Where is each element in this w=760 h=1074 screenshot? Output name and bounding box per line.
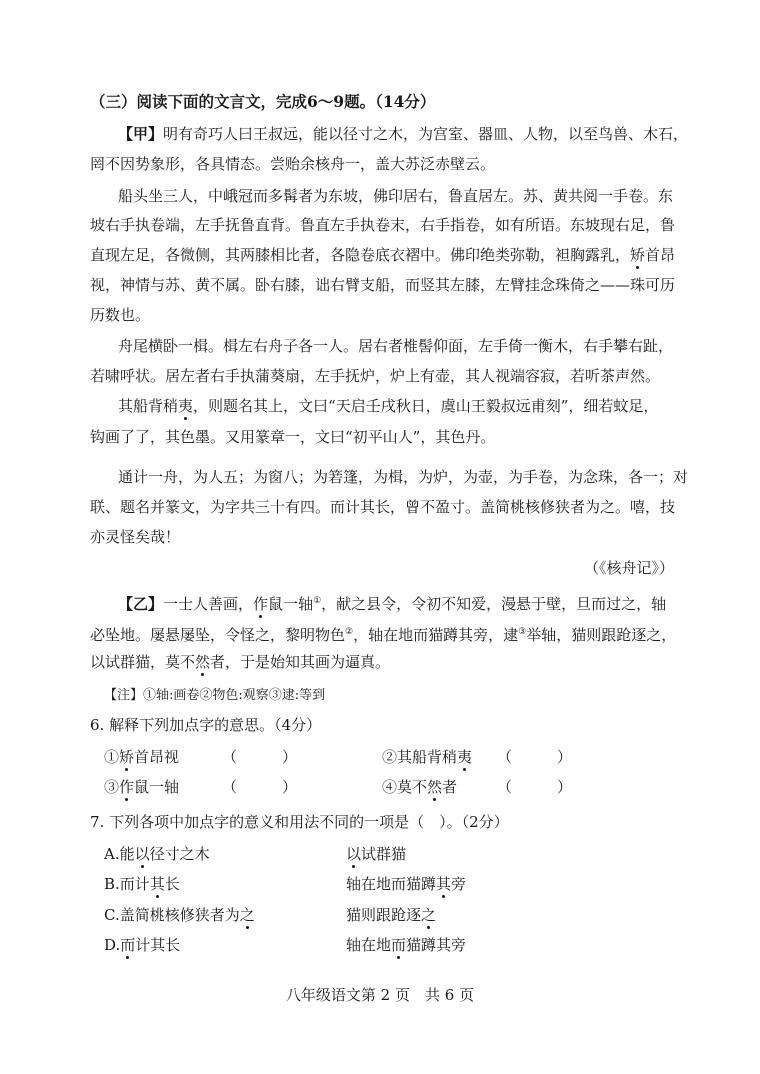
jia-p5-line1: 通计一舟，为人五；为窗八；为箬篷，为楫，为炉，为壶，为手卷，为念珠，各一；对 <box>118 468 689 486</box>
page-footer: 八年级语文第 2 页 共 6 页 <box>285 986 475 1004</box>
q6-answer-1[interactable]: （ ） <box>222 748 298 766</box>
q6-answer-2[interactable]: （ ） <box>497 748 573 766</box>
q6-stem: 6. 解释下列加点字的意思。（4分） <box>90 716 322 734</box>
jia-p2-line1: 船头坐三人，中峨冠而多髯者为东坡，佛印居右，鲁直居左。苏、黄共阅一手卷。东 <box>118 187 674 205</box>
jia-p3-line2: 若啸呼状。居左者右手执蒲葵扇，左手抚炉，炉上有壶，其人视端容寂，若听茶声然。 <box>90 367 661 385</box>
yi-tag: 【乙】 <box>118 595 164 613</box>
jia-dot-yi: 夷 <box>178 397 194 415</box>
yi-dot-ran: 然 <box>195 653 211 671</box>
q6-item-1: ①矫首昂视 <box>104 748 180 766</box>
yi-line2: 必坠地。屡悬屡坠，令怪之，黎明物色②，轴在地而猫蹲其旁，逮③举轴，猫则跟跄逐之， <box>90 626 677 644</box>
jia-tag: 【甲】 <box>118 125 164 143</box>
jia-p2-line2: 坡右手执卷端，左手抚鲁直背。鲁直左手执卷末，右手指卷，如有所语。东坡现右足，鲁 <box>90 216 676 234</box>
yi-dot-zuo: 作 <box>253 595 269 613</box>
jia-p2-line3: 直现左足，各微侧，其两膝相比者，各隐卷底衣褶中。佛印绝类弥勒，袒胸露乳，矫首昂 <box>90 246 676 264</box>
jia-p4-line1: 其船背稍夷，则题名其上，文曰“天启壬戌秋日，虞山王毅叔远甫刻”，细若蚊足， <box>118 397 659 415</box>
yi-line3: 以试群猫，莫不然者，于是始知其画为逼真。 <box>90 653 391 671</box>
q6-item-2: ②其船背稍夷 <box>382 748 473 766</box>
q7-option-d-left[interactable]: D.而计其长 <box>104 936 181 954</box>
q7-option-c-left[interactable]: C.盖简桃核修狭者为之 <box>104 906 255 924</box>
q6-answer-3[interactable]: （ ） <box>222 778 298 796</box>
q7-option-b-left[interactable]: B.而计其长 <box>104 875 180 893</box>
q7-option-a-right: 以试群猫 <box>346 845 407 863</box>
jia-dot-jiao: 矫 <box>630 246 646 264</box>
yi-line1: 【乙】一士人善画，作鼠一轴①，献之县令，令初不知爱，漫悬于壁，旦而过之，轴 <box>118 595 667 613</box>
jia-p2-line4: 视，神情与苏、黄不属。卧右膝，诎右臂支船，而竖其左膝，左臂挂念珠倚之——珠可历 <box>90 276 676 294</box>
section-title: （三）阅读下面的文言文，完成6～9题。（14分） <box>90 92 436 111</box>
source-citation: （《核舟记》） <box>583 559 674 577</box>
jia-p2-line5: 历数也。 <box>90 306 151 324</box>
q7-option-d-right: 轴在地而猫蹲其旁 <box>346 936 467 954</box>
jia-p1-line1: 【甲】明有奇巧人曰王叔远，能以径寸之木，为宫室、器皿、人物，以至鸟兽、木石， <box>118 125 689 143</box>
q7-option-b-right: 轴在地而猫蹲其旁 <box>346 875 467 893</box>
q7-option-c-right: 猫则跟跄逐之 <box>346 906 437 924</box>
jia-p4-line2: 钩画了了，其色墨。又用篆章一，文曰“初平山人”，其色丹。 <box>90 428 496 446</box>
q7-option-a-left[interactable]: A.能以径寸之木 <box>104 845 210 863</box>
jia-p5-line2: 联、题名并篆文，为字共三十有四。而计其长，曾不盈寸。盖简桃核修狭者为之。嘻，技 <box>90 498 676 516</box>
q6-answer-4[interactable]: （ ） <box>497 778 573 796</box>
footnote: 【注】①轴:画卷②物色:观察③逮:等到 <box>104 688 326 703</box>
q6-item-4: ④莫不然者 <box>382 778 458 796</box>
jia-p1-line2: 罔不因势象形，各具情态。尝贻余核舟一，盖大苏泛赤壁云。 <box>90 155 496 173</box>
q6-item-3: ③作鼠一轴 <box>104 778 180 796</box>
q7-stem: 7. 下列各项中加点字的意义和用法不同的一项是（ ）。（2分） <box>90 813 509 831</box>
jia-p5-line3: 亦灵怪矣哉！ <box>90 528 181 546</box>
jia-p3-line1: 舟尾横卧一楫。楫左右舟子各一人。居右者椎髻仰面，左手倚一衡木，右手攀右趾， <box>118 337 674 355</box>
